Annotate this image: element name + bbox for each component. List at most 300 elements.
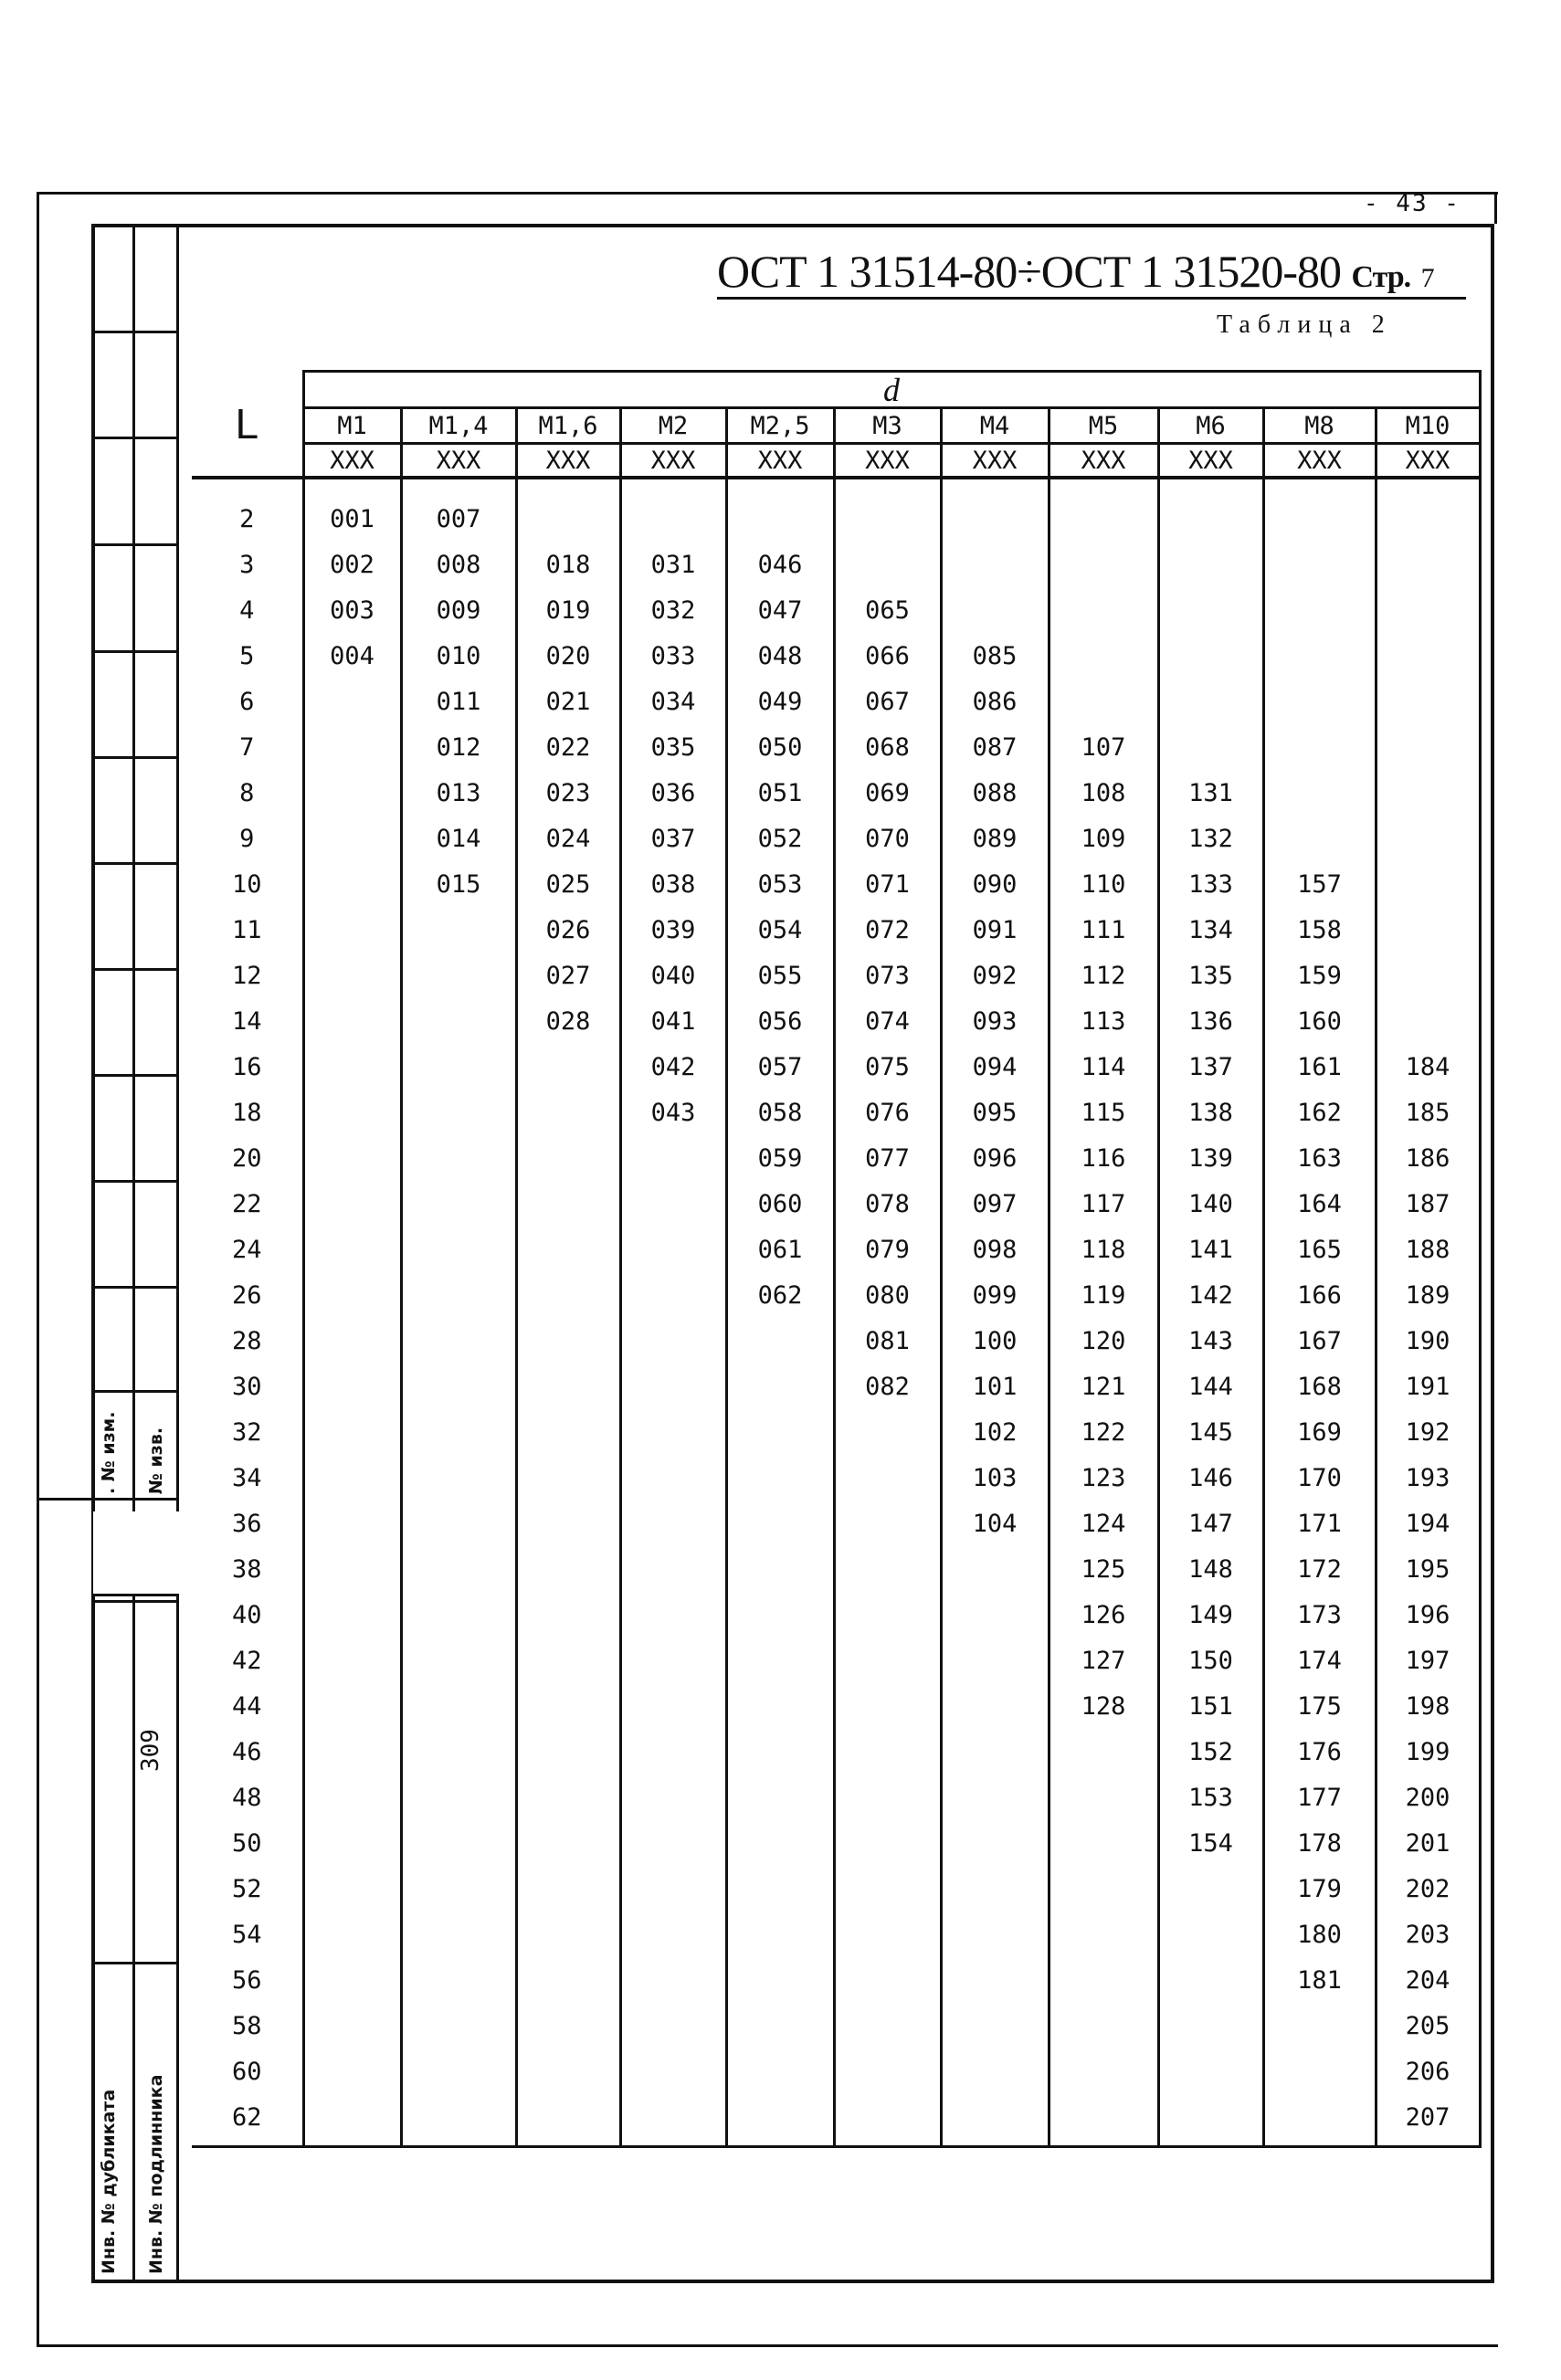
code-cell: 189 <box>1376 1272 1480 1318</box>
code-cell <box>726 1774 834 1820</box>
length-cell: 38 <box>192 1546 303 1592</box>
code-cell: 173 <box>1263 1592 1376 1638</box>
code-cell: 199 <box>1376 1729 1480 1774</box>
stamp-subcolumn-left <box>91 224 135 2283</box>
sheet-number: 7 <box>1420 263 1434 293</box>
code-cell: 203 <box>1376 1911 1480 1957</box>
length-cell: 10 <box>192 861 303 907</box>
code-cell <box>1263 816 1376 861</box>
code-cell: 146 <box>1158 1455 1263 1501</box>
code-cell <box>303 1135 401 1181</box>
table-row <box>192 2094 1480 2147</box>
designation-code-header-row <box>192 444 1480 479</box>
code-cell <box>303 1957 401 2003</box>
code-cell <box>303 1820 401 1866</box>
code-cell <box>834 2094 941 2147</box>
code-cell <box>401 1318 516 1364</box>
code-cell: 078 <box>834 1181 941 1227</box>
code-cell: 068 <box>834 724 941 770</box>
code-cell <box>726 1318 834 1364</box>
code-cell <box>303 1592 401 1638</box>
code-cell <box>1158 2003 1263 2048</box>
code-cell: 046 <box>726 542 834 587</box>
length-cell: 46 <box>192 1729 303 1774</box>
code-cell <box>1263 542 1376 587</box>
table-row <box>192 1501 1480 1546</box>
column-subheader: XXX <box>726 444 834 479</box>
code-cell <box>941 542 1049 587</box>
stamp-divider-long <box>37 1498 179 1501</box>
code-cell: 074 <box>834 998 941 1044</box>
code-cell <box>941 1638 1049 1683</box>
code-cell <box>401 2094 516 2147</box>
code-cell <box>1263 2094 1376 2147</box>
code-cell: 079 <box>834 1227 941 1272</box>
code-cell: 028 <box>516 998 620 1044</box>
code-cell: 206 <box>1376 2048 1480 2094</box>
code-cell: 039 <box>620 907 726 953</box>
table-row <box>192 861 1480 907</box>
code-cell: 163 <box>1263 1135 1376 1181</box>
code-cell <box>401 907 516 953</box>
code-cell: 023 <box>516 770 620 816</box>
code-cell <box>401 1409 516 1455</box>
table-row <box>192 1546 1480 1592</box>
code-cell <box>620 1866 726 1911</box>
code-cell <box>516 1455 620 1501</box>
code-cell <box>1263 2003 1376 2048</box>
length-cell: 36 <box>192 1501 303 1546</box>
code-cell: 021 <box>516 679 620 724</box>
code-cell <box>1263 770 1376 816</box>
code-cell: 158 <box>1263 907 1376 953</box>
table-row <box>192 1227 1480 1272</box>
code-cell <box>516 1546 620 1592</box>
length-cell: 56 <box>192 1957 303 2003</box>
code-cell: 123 <box>1049 1455 1158 1501</box>
code-cell: 047 <box>726 587 834 633</box>
code-cell <box>1376 542 1480 587</box>
code-cell: 088 <box>941 770 1049 816</box>
code-cell <box>1158 1911 1263 1957</box>
code-cell: 110 <box>1049 861 1158 907</box>
table-row <box>192 816 1480 861</box>
code-cell <box>1376 587 1480 633</box>
code-cell <box>1158 587 1263 633</box>
column-header: M8 <box>1263 408 1376 444</box>
code-cell <box>401 1683 516 1729</box>
code-cell <box>620 1774 726 1820</box>
code-cell: 167 <box>1263 1318 1376 1364</box>
code-cell: 134 <box>1158 907 1263 953</box>
code-cell <box>303 1866 401 1911</box>
code-cell: 200 <box>1376 1774 1480 1820</box>
table-row <box>192 542 1480 587</box>
stamp-column <box>91 224 179 2283</box>
length-cell: 7 <box>192 724 303 770</box>
column-subheader: XXX <box>1158 444 1263 479</box>
code-cell <box>303 679 401 724</box>
code-cell <box>401 1774 516 1820</box>
code-cell: 138 <box>1158 1090 1263 1135</box>
code-cell: 120 <box>1049 1318 1158 1364</box>
code-cell: 076 <box>834 1090 941 1135</box>
code-cell <box>834 1546 941 1592</box>
code-cell: 207 <box>1376 2094 1480 2147</box>
code-cell <box>516 2094 620 2147</box>
designation-table <box>192 370 1480 2155</box>
code-cell: 002 <box>303 542 401 587</box>
code-cell <box>1049 1729 1158 1774</box>
code-cell <box>303 953 401 998</box>
code-cell <box>941 1683 1049 1729</box>
table-caption: Таблица 2 <box>1217 311 1392 339</box>
code-cell: 184 <box>1376 1044 1480 1090</box>
code-cell <box>401 1044 516 1090</box>
code-cell <box>303 1409 401 1455</box>
code-cell <box>941 1729 1049 1774</box>
length-cell: 11 <box>192 907 303 953</box>
code-cell <box>1158 478 1263 542</box>
code-cell: 169 <box>1263 1409 1376 1455</box>
code-cell <box>516 2048 620 2094</box>
column-header: M3 <box>834 408 941 444</box>
code-cell: 153 <box>1158 1774 1263 1820</box>
code-cell: 164 <box>1263 1181 1376 1227</box>
code-cell: 115 <box>1049 1090 1158 1135</box>
stamp-divider <box>91 1074 179 1077</box>
code-cell <box>620 1729 726 1774</box>
code-cell: 101 <box>941 1364 1049 1409</box>
code-cell <box>303 1638 401 1683</box>
diameter-header: d <box>303 372 1480 408</box>
code-cell: 147 <box>1158 1501 1263 1546</box>
code-cell <box>303 2003 401 2048</box>
code-cell: 119 <box>1049 1272 1158 1318</box>
code-cell: 073 <box>834 953 941 998</box>
code-cell: 151 <box>1158 1683 1263 1729</box>
table-row <box>192 1592 1480 1638</box>
code-cell <box>834 1957 941 2003</box>
code-cell <box>1376 998 1480 1044</box>
length-cell: 2 <box>192 478 303 542</box>
code-cell <box>401 1272 516 1318</box>
table-row <box>192 1455 1480 1501</box>
code-cell: 090 <box>941 861 1049 907</box>
stamp-divider <box>91 543 179 546</box>
length-cell: 6 <box>192 679 303 724</box>
code-cell: 069 <box>834 770 941 816</box>
length-cell: 26 <box>192 1272 303 1318</box>
code-cell: 196 <box>1376 1592 1480 1638</box>
code-cell: 089 <box>941 816 1049 861</box>
code-cell: 204 <box>1376 1957 1480 2003</box>
code-cell <box>726 1683 834 1729</box>
code-cell <box>401 1911 516 1957</box>
length-cell: 42 <box>192 1638 303 1683</box>
code-cell <box>1158 633 1263 679</box>
code-cell: 067 <box>834 679 941 724</box>
code-cell: 027 <box>516 953 620 998</box>
code-cell: 128 <box>1049 1683 1158 1729</box>
code-cell <box>834 542 941 587</box>
code-cell <box>620 1911 726 1957</box>
code-cell <box>941 2048 1049 2094</box>
code-cell: 181 <box>1263 1957 1376 2003</box>
code-cell <box>1376 724 1480 770</box>
table-row <box>192 1181 1480 1227</box>
code-cell: 008 <box>401 542 516 587</box>
code-cell: 117 <box>1049 1181 1158 1227</box>
code-cell: 081 <box>834 1318 941 1364</box>
code-cell: 091 <box>941 907 1049 953</box>
table-row <box>192 478 1480 542</box>
code-cell: 049 <box>726 679 834 724</box>
length-cell: 58 <box>192 2003 303 2048</box>
code-cell: 113 <box>1049 998 1158 1044</box>
code-cell: 013 <box>401 770 516 816</box>
column-header: M10 <box>1376 408 1480 444</box>
code-cell <box>401 2003 516 2048</box>
code-cell <box>516 1774 620 1820</box>
code-cell: 185 <box>1376 1090 1480 1135</box>
code-cell <box>303 1546 401 1592</box>
title-underline <box>717 297 1466 300</box>
length-cell: 60 <box>192 2048 303 2094</box>
table-row <box>192 1866 1480 1911</box>
code-cell <box>941 1592 1049 1638</box>
code-cell <box>516 1227 620 1272</box>
code-cell <box>303 1364 401 1409</box>
code-cell: 142 <box>1158 1272 1263 1318</box>
length-cell: 9 <box>192 816 303 861</box>
code-cell: 168 <box>1263 1364 1376 1409</box>
code-cell <box>941 1957 1049 2003</box>
code-cell <box>1049 1866 1158 1911</box>
table-row <box>192 1090 1480 1135</box>
code-cell <box>1049 1911 1158 1957</box>
code-cell: 054 <box>726 907 834 953</box>
stamp-divider <box>91 1286 179 1289</box>
code-cell: 107 <box>1049 724 1158 770</box>
code-cell <box>401 1090 516 1135</box>
data-table <box>192 370 1482 2148</box>
code-cell: 136 <box>1158 998 1263 1044</box>
code-cell: 100 <box>941 1318 1049 1364</box>
code-cell: 108 <box>1049 770 1158 816</box>
code-cell <box>401 1501 516 1546</box>
length-cell: 4 <box>192 587 303 633</box>
table-row <box>192 587 1480 633</box>
table-row <box>192 1364 1480 1409</box>
code-cell <box>726 1501 834 1546</box>
code-cell: 192 <box>1376 1409 1480 1455</box>
code-cell <box>303 1911 401 1957</box>
length-cell: 54 <box>192 1911 303 1957</box>
code-cell <box>620 1181 726 1227</box>
column-subheader: XXX <box>834 444 941 479</box>
code-cell <box>1158 724 1263 770</box>
code-cell <box>516 1501 620 1546</box>
code-cell: 038 <box>620 861 726 907</box>
code-cell <box>834 2003 941 2048</box>
code-cell: 035 <box>620 724 726 770</box>
page-number: - 43 - <box>1364 190 1461 217</box>
column-subheader: XXX <box>1376 444 1480 479</box>
code-cell: 125 <box>1049 1546 1158 1592</box>
code-cell: 070 <box>834 816 941 861</box>
code-cell: 065 <box>834 587 941 633</box>
code-cell <box>941 1546 1049 1592</box>
code-cell <box>401 1866 516 1911</box>
duplicate-inventory-label: Инв. № дубликата <box>99 2089 119 2274</box>
length-cell: 44 <box>192 1683 303 1729</box>
code-cell: 010 <box>401 633 516 679</box>
code-cell: 050 <box>726 724 834 770</box>
code-cell <box>941 1774 1049 1820</box>
code-cell: 009 <box>401 587 516 633</box>
column-header: M5 <box>1049 408 1158 444</box>
code-cell <box>941 2003 1049 2048</box>
length-cell: 18 <box>192 1090 303 1135</box>
column-header: M2 <box>620 408 726 444</box>
stamp-divider <box>91 437 179 439</box>
code-cell: 041 <box>620 998 726 1044</box>
code-cell <box>516 1044 620 1090</box>
code-cell <box>726 478 834 542</box>
notice-number-label: № изв. <box>146 1427 166 1494</box>
code-cell: 096 <box>941 1135 1049 1181</box>
code-cell: 109 <box>1049 816 1158 861</box>
code-cell: 176 <box>1263 1729 1376 1774</box>
code-cell: 131 <box>1158 770 1263 816</box>
code-cell <box>1263 724 1376 770</box>
code-cell <box>726 1820 834 1866</box>
code-cell: 154 <box>1158 1820 1263 1866</box>
length-cell: 50 <box>192 1820 303 1866</box>
code-cell <box>401 2048 516 2094</box>
length-cell: 16 <box>192 1044 303 1090</box>
code-cell: 141 <box>1158 1227 1263 1272</box>
thread-size-header-row <box>192 408 1480 444</box>
code-cell <box>516 1409 620 1455</box>
code-cell: 195 <box>1376 1546 1480 1592</box>
code-cell <box>1376 770 1480 816</box>
code-cell: 186 <box>1376 1135 1480 1181</box>
code-cell <box>1049 542 1158 587</box>
table-row <box>192 998 1480 1044</box>
code-cell <box>726 1866 834 1911</box>
table-row <box>192 679 1480 724</box>
code-cell <box>941 2094 1049 2147</box>
column-header: M1,6 <box>516 408 620 444</box>
code-cell <box>303 1272 401 1318</box>
code-cell <box>620 2094 726 2147</box>
code-cell <box>726 1409 834 1455</box>
code-cell: 025 <box>516 861 620 907</box>
code-cell: 133 <box>1158 861 1263 907</box>
code-cell: 098 <box>941 1227 1049 1272</box>
page-label: Стр. <box>1351 260 1411 294</box>
table-row <box>192 770 1480 816</box>
length-cell: 28 <box>192 1318 303 1364</box>
code-cell: 077 <box>834 1135 941 1181</box>
code-cell: 003 <box>303 587 401 633</box>
code-cell <box>1376 478 1480 542</box>
code-cell <box>620 1501 726 1546</box>
code-cell <box>516 1181 620 1227</box>
code-cell <box>401 1455 516 1501</box>
length-header: L <box>192 372 303 479</box>
code-cell <box>303 2094 401 2147</box>
code-cell <box>1049 1774 1158 1820</box>
code-cell <box>620 2048 726 2094</box>
code-cell <box>620 1592 726 1638</box>
code-cell <box>303 907 401 953</box>
code-cell <box>1263 587 1376 633</box>
code-cell <box>1376 633 1480 679</box>
code-cell <box>401 1364 516 1409</box>
code-cell <box>941 1911 1049 1957</box>
table-row <box>192 2003 1480 2048</box>
code-cell <box>303 1227 401 1272</box>
code-cell: 058 <box>726 1090 834 1135</box>
code-cell <box>834 1501 941 1546</box>
code-cell <box>1049 2048 1158 2094</box>
code-cell <box>1049 1820 1158 1866</box>
change-number-label: . № изм. <box>99 1411 119 1494</box>
column-header: M1,4 <box>401 408 516 444</box>
code-cell <box>1049 2003 1158 2048</box>
code-cell <box>1049 478 1158 542</box>
code-cell <box>516 1638 620 1683</box>
code-cell <box>401 1729 516 1774</box>
code-cell: 055 <box>726 953 834 998</box>
length-cell: 30 <box>192 1364 303 1409</box>
code-cell <box>834 1729 941 1774</box>
code-cell: 179 <box>1263 1866 1376 1911</box>
table-row <box>192 1683 1480 1729</box>
table-body <box>192 478 1480 2147</box>
code-cell: 102 <box>941 1409 1049 1455</box>
code-cell <box>834 1683 941 1729</box>
stamp-number: 309 <box>137 1729 164 1772</box>
code-cell: 159 <box>1263 953 1376 998</box>
code-cell: 201 <box>1376 1820 1480 1866</box>
code-cell <box>516 1911 620 1957</box>
code-cell <box>620 1820 726 1866</box>
code-cell <box>834 1455 941 1501</box>
code-cell: 126 <box>1049 1592 1158 1638</box>
code-cell: 099 <box>941 1272 1049 1318</box>
code-cell: 082 <box>834 1364 941 1409</box>
code-cell: 040 <box>620 953 726 998</box>
code-cell: 007 <box>401 478 516 542</box>
code-cell: 048 <box>726 633 834 679</box>
code-cell: 072 <box>834 907 941 953</box>
code-cell <box>726 1729 834 1774</box>
code-cell: 026 <box>516 907 620 953</box>
length-cell: 20 <box>192 1135 303 1181</box>
code-cell: 202 <box>1376 1866 1480 1911</box>
code-cell <box>516 478 620 542</box>
code-cell: 080 <box>834 1272 941 1318</box>
code-cell: 116 <box>1049 1135 1158 1181</box>
column-subheader: XXX <box>401 444 516 479</box>
code-cell <box>620 1272 726 1318</box>
code-cell: 170 <box>1263 1455 1376 1501</box>
code-cell: 020 <box>516 633 620 679</box>
